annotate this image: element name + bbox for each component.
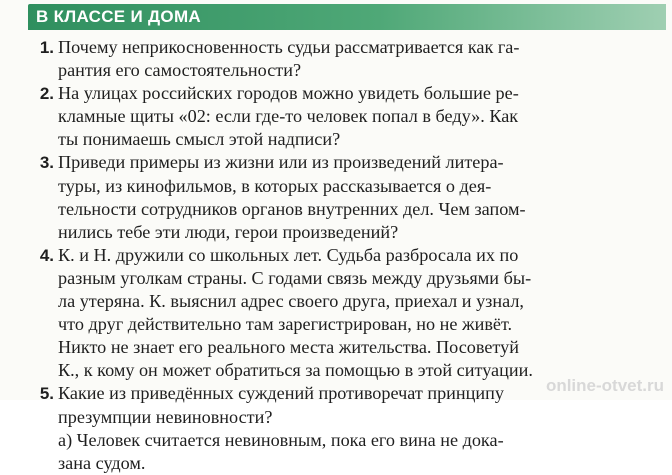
question-item xyxy=(28,244,664,383)
question-item xyxy=(28,82,664,151)
question-line: кламные щиты «02: если где-то человек попал в беду». Как xyxy=(58,106,519,127)
watermark: online-otvet.ru xyxy=(545,376,664,395)
question-line: ты понимаешь смысл этой надписи? xyxy=(58,129,341,150)
question-line: рантия его самостоятельности? xyxy=(58,60,302,81)
question-line: Никто не знает его реального места жительства. Посоветуй xyxy=(58,337,519,358)
question-line: нились тебе эти люди, герои произведений? xyxy=(58,221,399,242)
question-line: что друг действительно там зарегистрирован, но не живёт. xyxy=(58,314,513,335)
question-list xyxy=(28,36,664,475)
question-line: На улицах российских городов можно увидеть большие ре- xyxy=(58,83,519,104)
question-number: 3. xyxy=(39,153,54,173)
question-line: Приведи примеры из жизни или из произведений литера- xyxy=(58,152,504,173)
question-item xyxy=(28,151,664,243)
question-number: 2. xyxy=(39,84,54,104)
question-item xyxy=(28,382,664,474)
question-line: Какие из приведённых суждений противоречат принципу xyxy=(58,383,504,404)
question-number: 4. xyxy=(39,245,54,265)
question-line: зана судом. xyxy=(58,452,146,473)
question-number: 1. xyxy=(39,38,54,57)
question-line: К. и Н. дружили со школьных лет. Судьба разбросала их по xyxy=(58,244,519,265)
question-line: туры, из кинофильмов, в которых рассказывается о дея- xyxy=(58,175,492,196)
question-number: 5. xyxy=(39,384,54,404)
question-line: разным уголкам страны. С годами связь между друзьями бы- xyxy=(58,267,532,288)
question-line: а) Человек считается невиновным, пока его вина не дока- xyxy=(58,429,504,450)
question-item xyxy=(28,36,664,82)
question-line: К., к кому он может обратиться за помощью в этой ситуации. xyxy=(58,360,533,381)
section-header xyxy=(28,4,666,30)
question-line: тельности сотрудников органов внутренних дел. Чем запом- xyxy=(58,198,526,219)
section-title: В КЛАССЕ И ДОМА xyxy=(36,7,201,26)
question-line: Почему неприкосновенность судьи рассматривается как га- xyxy=(58,37,520,57)
question-line: ла утеряна. К. выяснил адрес своего друга, приехал и узнал, xyxy=(58,291,524,312)
question-line: презумпции невиновности? xyxy=(58,406,273,427)
